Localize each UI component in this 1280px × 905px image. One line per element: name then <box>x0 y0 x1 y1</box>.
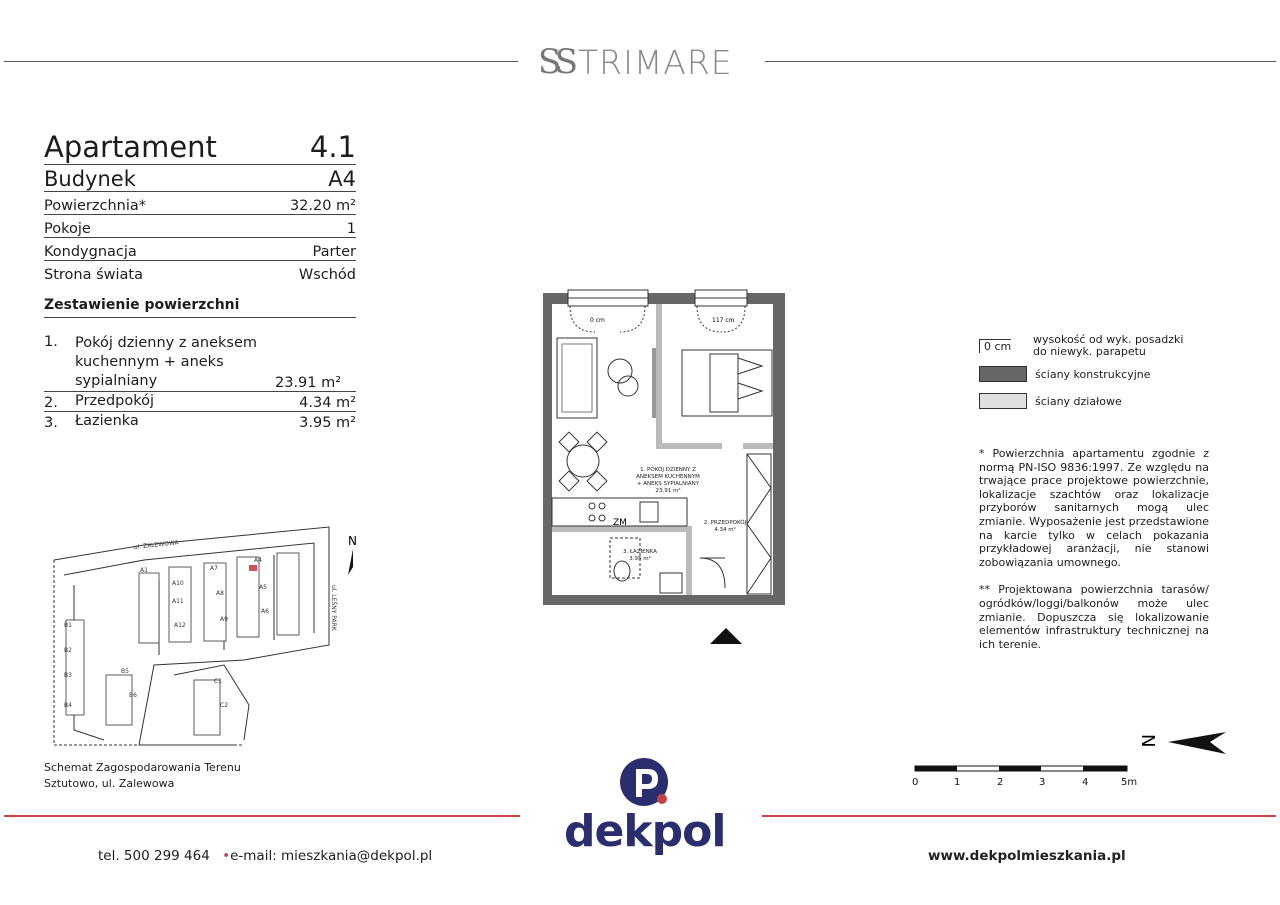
area-value: 23.91 m² <box>275 375 342 391</box>
area-item <box>44 412 356 431</box>
notes <box>979 447 1209 665</box>
legend-text: ściany działowe <box>1035 394 1122 408</box>
building-label: Budynek <box>44 167 136 191</box>
building-label: C2 <box>220 702 229 709</box>
areas-list <box>44 334 356 431</box>
north-label: N <box>1137 734 1158 748</box>
dekpol-logo-icon <box>618 757 674 809</box>
area-value: 3.95 m² <box>299 415 356 431</box>
attribute-row <box>44 192 356 215</box>
building-label: B3 <box>64 672 72 679</box>
areas-heading: Zestawienie powierzchni <box>44 283 356 318</box>
note-terrace: ** Projektowana powierzchnia tarasów/ ogródków/loggi/balkonów może ulec zmianie. Dopuszcza się lokalizowanie elementów infrastruktury technicznej na ich terenie. <box>979 583 1209 651</box>
room-label: 1. POKÓJ DZIENNY Z <box>640 467 696 473</box>
area-number: 2. <box>44 395 58 411</box>
building-label: A11 <box>172 598 184 605</box>
area-item <box>44 392 356 412</box>
building-label: A12 <box>174 622 186 629</box>
area-label: Pokój dzienny z aneksem kuchennym + aneks sypialniany <box>75 335 258 389</box>
building-label: A1 <box>140 567 148 574</box>
area-value: 4.34 m² <box>299 395 356 411</box>
room-area: 3.95 m² <box>629 556 651 562</box>
apartment-info <box>44 120 356 431</box>
header-line-left <box>4 61 518 62</box>
note-area: * Powierzchnia apartamentu zgodnie z normą PN-ISO 9836:1997. Ze względu na trwające prace projektowe powierzchnie, lokalizacje szachtów oraz lokalizacje przyborów sanitarnych mogą ulec zmianie. Wyposażenie jest przedstawione na karcie tylko w celach pokazania przykładowej aranżacji, nie stanowi zobowiązania umownego. <box>979 447 1209 569</box>
attribute-row <box>44 215 356 238</box>
room-label: + ANEKS SYPIALNIANY <box>636 481 700 487</box>
room-label: ANEKSEM KUCHENNYM <box>636 474 700 480</box>
footer-line-left <box>4 815 520 817</box>
caption-line: Schemat Zagospodarowania Terenu <box>44 761 241 774</box>
attribute-value: 32.20 m² <box>289 198 356 214</box>
contact <box>98 848 432 864</box>
north-arrow-icon <box>1168 732 1226 754</box>
building-label: B4 <box>64 702 72 709</box>
scale-label: 3 <box>1039 777 1046 788</box>
site-plan <box>44 515 374 745</box>
phone-link[interactable]: tel. 500 299 464 <box>98 848 210 864</box>
building-label: C1 <box>214 678 223 685</box>
email-link[interactable]: e-mail: mieszkania@dekpol.pl <box>230 848 433 864</box>
attribute-value: Parter <box>312 244 356 260</box>
building-label: B2 <box>64 647 72 654</box>
window-sill-label: 117 cm <box>712 317 735 324</box>
street-label: ul. ZALEWOWA <box>133 539 179 551</box>
scale-bar <box>911 764 1141 790</box>
trimare-mark-icon: SS <box>538 42 572 82</box>
site-plan-caption <box>44 760 241 792</box>
entrance-arrow-icon <box>710 628 742 644</box>
scale-label: 2 <box>997 777 1004 788</box>
partition-swatch <box>979 393 1027 409</box>
street-label: ul. LEŚNY PARK <box>330 585 337 631</box>
scale-label: 4 <box>1082 777 1089 788</box>
attribute-label: Powierzchnia* <box>44 198 146 214</box>
apartment-number: 4.1 <box>309 130 356 164</box>
building-label: B6 <box>129 692 137 699</box>
building-label: A7 <box>210 565 218 572</box>
north-arrow-icon <box>348 549 353 575</box>
apartment-label: Apartament <box>44 130 217 164</box>
legend-sill <box>979 334 1183 358</box>
compass <box>1137 728 1230 758</box>
company-name: dekpol <box>564 806 726 857</box>
building-value: A4 <box>328 167 356 191</box>
area-number: 1. <box>44 334 58 350</box>
attribute-label: Kondygnacja <box>44 244 137 260</box>
attribute-label: Pokoje <box>44 221 91 237</box>
attribute-label: Strona świata <box>44 267 143 283</box>
scale-label: 1 <box>954 777 961 788</box>
header-line-right <box>765 61 1276 62</box>
legend-text: do niewyk. parapetu <box>1033 345 1146 358</box>
room-area: 23.91 m² <box>655 488 681 494</box>
building-label: A8 <box>216 590 224 597</box>
floor-plan <box>540 288 790 648</box>
legend-text: ściany konstrukcyjne <box>1035 367 1151 381</box>
legend-structural <box>979 366 1151 382</box>
attribute-row <box>44 261 356 283</box>
building-label: B5 <box>121 668 129 675</box>
attribute-value: 1 <box>346 221 356 237</box>
room-label: 2. PRZEDPOKÓJ <box>703 520 747 526</box>
legend-text: wysokość od wyk. posadzki <box>1033 333 1184 346</box>
website-link[interactable]: www.dekpolmieszkania.pl <box>928 848 1126 864</box>
area-item <box>44 334 356 392</box>
room-label: 3. ŁAZIENKA <box>622 549 658 555</box>
building-label: B1 <box>64 622 72 629</box>
partition-wall <box>552 304 773 595</box>
attribute-row <box>44 238 356 261</box>
building-label: A4 <box>254 557 262 564</box>
sill-marker <box>979 340 1025 353</box>
legend-partition <box>979 393 1122 409</box>
bullet-icon: • <box>222 848 231 864</box>
building-row <box>44 165 356 192</box>
building-label: A5 <box>259 584 267 591</box>
building-label: A9 <box>220 616 228 623</box>
window-sill-label: 0 cm <box>590 317 605 324</box>
scale-label: 5m <box>1121 777 1138 788</box>
scale-label: 0 <box>912 777 919 788</box>
north-label: N <box>348 534 357 548</box>
sill-value: 0 cm <box>979 339 1011 353</box>
area-number: 3. <box>44 415 58 431</box>
footer-line-right <box>762 815 1276 817</box>
building-label: A6 <box>261 608 269 615</box>
area-label: Przedpokój <box>75 393 155 409</box>
room-area: 4.34 m² <box>714 527 736 533</box>
structural-swatch <box>979 366 1027 382</box>
attribute-value: Wschód <box>298 267 356 283</box>
apartment-title <box>44 120 356 165</box>
area-label: Łazienka <box>75 413 139 429</box>
trimare-logo <box>538 42 748 82</box>
ventilation-label: ZM <box>613 518 627 528</box>
brand-name: TRIMARE <box>578 42 733 82</box>
caption-line: Sztutowo, ul. Zalewowa <box>44 777 175 790</box>
building-label: A10 <box>172 580 184 587</box>
